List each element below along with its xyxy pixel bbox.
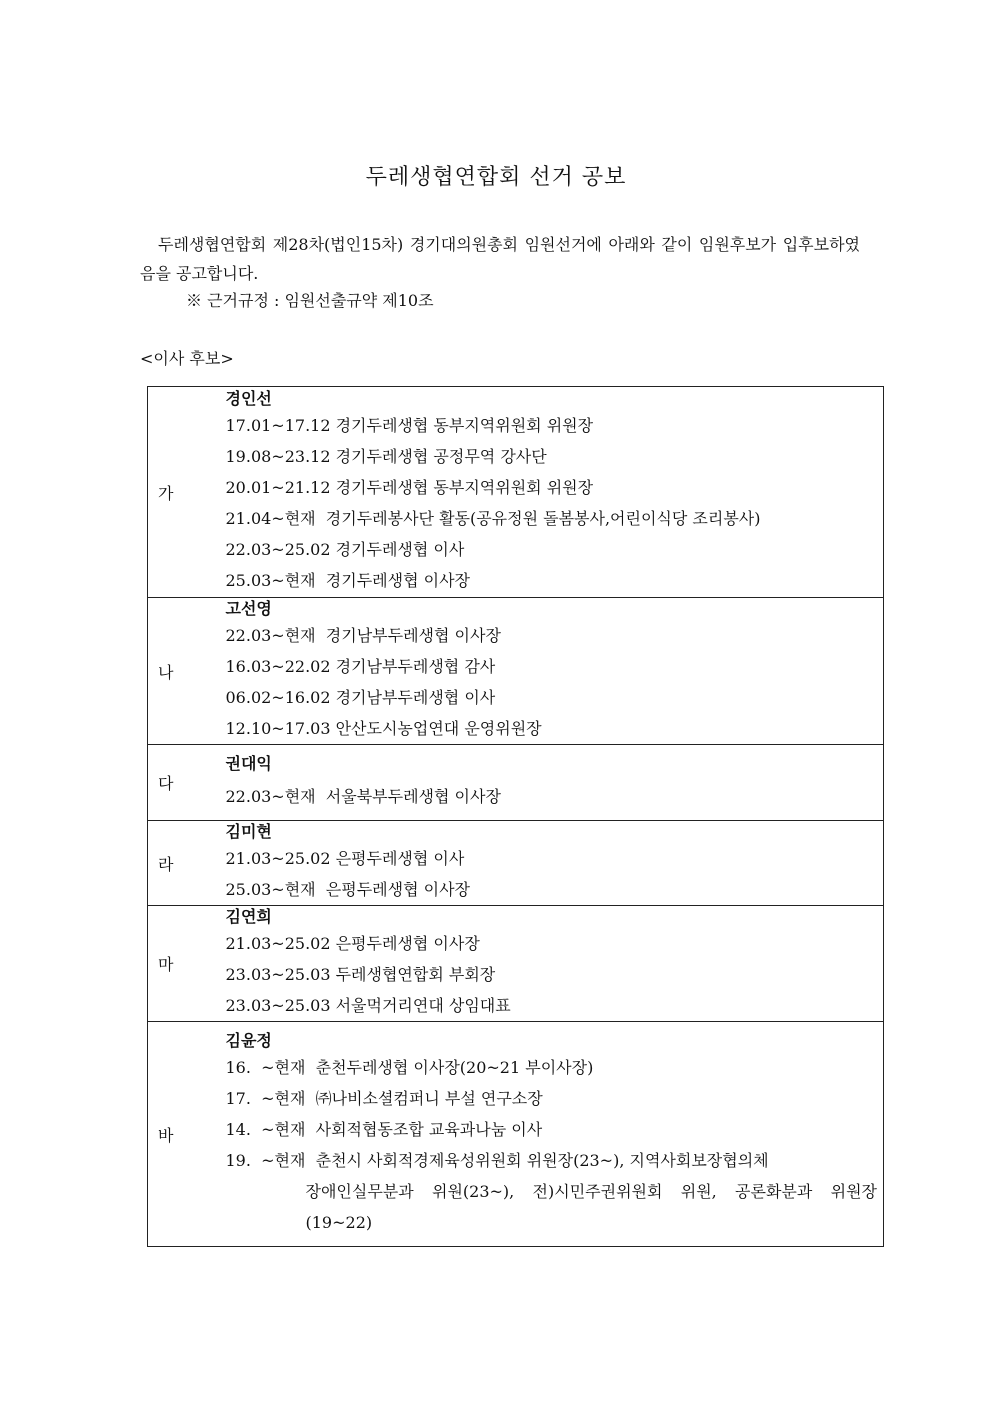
- career-line: 06.02~16.02 경기남부두레생협 이사: [225, 688, 496, 707]
- career-line: 22.03~현재 경기남부두레생협 이사장: [225, 626, 501, 645]
- career-line: 25.03~현재 은평두레생협 이사장: [225, 880, 470, 899]
- candidate-details: [226, 598, 884, 745]
- candidate-mark: 다: [148, 745, 226, 821]
- career-line: 23.03~25.03 두레생협연합회 부회장: [225, 965, 496, 984]
- candidate-mark: 바: [148, 1022, 226, 1247]
- career-line: 23.03~25.03 서울먹거리연대 상임대표: [225, 996, 511, 1015]
- candidate-mark: 마: [148, 906, 226, 1022]
- page-title: 두레생협연합회 선거 공보: [365, 165, 627, 190]
- career-line: 21.03~25.02 은평두레생협 이사: [225, 849, 465, 868]
- candidate-table: [147, 386, 884, 1247]
- intro-text: 두레생협연합회 제28차(법인15차) 경기대의원총회 임원선거에 아래와 같이 임원후보가 입후보하였음을 공고합니다.: [140, 235, 860, 283]
- career-line: 12.10~17.03 안산도시농업연대 운영위원장: [225, 719, 542, 738]
- candidate-name: 김연희: [225, 907, 272, 926]
- candidate-details: [226, 906, 884, 1022]
- career-line: 16. ~현재 춘천두레생협 이사장(20~21 부이사장): [225, 1058, 594, 1077]
- career-line: 16.03~22.02 경기남부두레생협 감사: [225, 657, 496, 676]
- candidate-mark: 라: [148, 821, 226, 906]
- career-line: 21.03~25.02 은평두레생협 이사장: [225, 934, 480, 953]
- career-line: 14. ~현재 사회적협동조합 교육과나눔 이사: [225, 1120, 543, 1139]
- career-line: 19. ~현재 춘천시 사회적경제육성위원회 위원장(23~), 지역사회보장협의체: [225, 1151, 769, 1170]
- candidate-name: 고선영: [225, 599, 272, 618]
- intro-paragraph: [140, 230, 860, 288]
- career-line: 21.04~현재 경기두레봉사단 활동(공유정원 돌봄봉사,어린이식당 조리봉사): [225, 509, 761, 528]
- career-line: 22.03~현재 서울북부두레생협 이사장: [225, 787, 501, 806]
- candidate-details: [226, 387, 884, 598]
- candidate-name: 경인선: [225, 389, 272, 408]
- candidate-row: [148, 821, 884, 906]
- career-line: 25.03~현재 경기두레생협 이사장: [225, 571, 470, 590]
- candidate-name: 김미현: [225, 822, 272, 841]
- candidate-row: [148, 745, 884, 821]
- candidate-row: [148, 906, 884, 1022]
- candidate-row: [148, 1022, 884, 1247]
- candidate-mark: 가: [148, 387, 226, 598]
- career-line: 19.08~23.12 경기두레생협 공정무역 강사단: [225, 447, 547, 466]
- candidate-mark: 나: [148, 598, 226, 745]
- candidate-row: [148, 387, 884, 598]
- candidate-details: [226, 821, 884, 906]
- career-line: 17.01~17.12 경기두레생협 동부지역위원회 위원장: [225, 416, 594, 435]
- candidate-name: 권대익: [225, 754, 272, 773]
- candidate-details: [226, 1022, 884, 1247]
- career-line-continuation: 장애인실무분과 위원(23~), 전)시민주권위원회 위원, 공론화분과 위원장(19~22): [305, 1182, 877, 1232]
- candidate-details: [226, 745, 884, 821]
- candidate-row: [148, 598, 884, 745]
- candidate-name: 김윤정: [225, 1031, 272, 1050]
- career-line: 22.03~25.02 경기두레생협 이사: [225, 540, 465, 559]
- section-heading: <이사 후보>: [140, 349, 234, 368]
- career-line: 20.01~21.12 경기두레생협 동부지역위원회 위원장: [225, 478, 594, 497]
- career-line: 17. ~현재 ㈜나비소셜컴퍼니 부설 연구소장: [225, 1089, 543, 1108]
- basis-note: ※ 근거규정 : 임원선출규약 제10조: [186, 291, 434, 310]
